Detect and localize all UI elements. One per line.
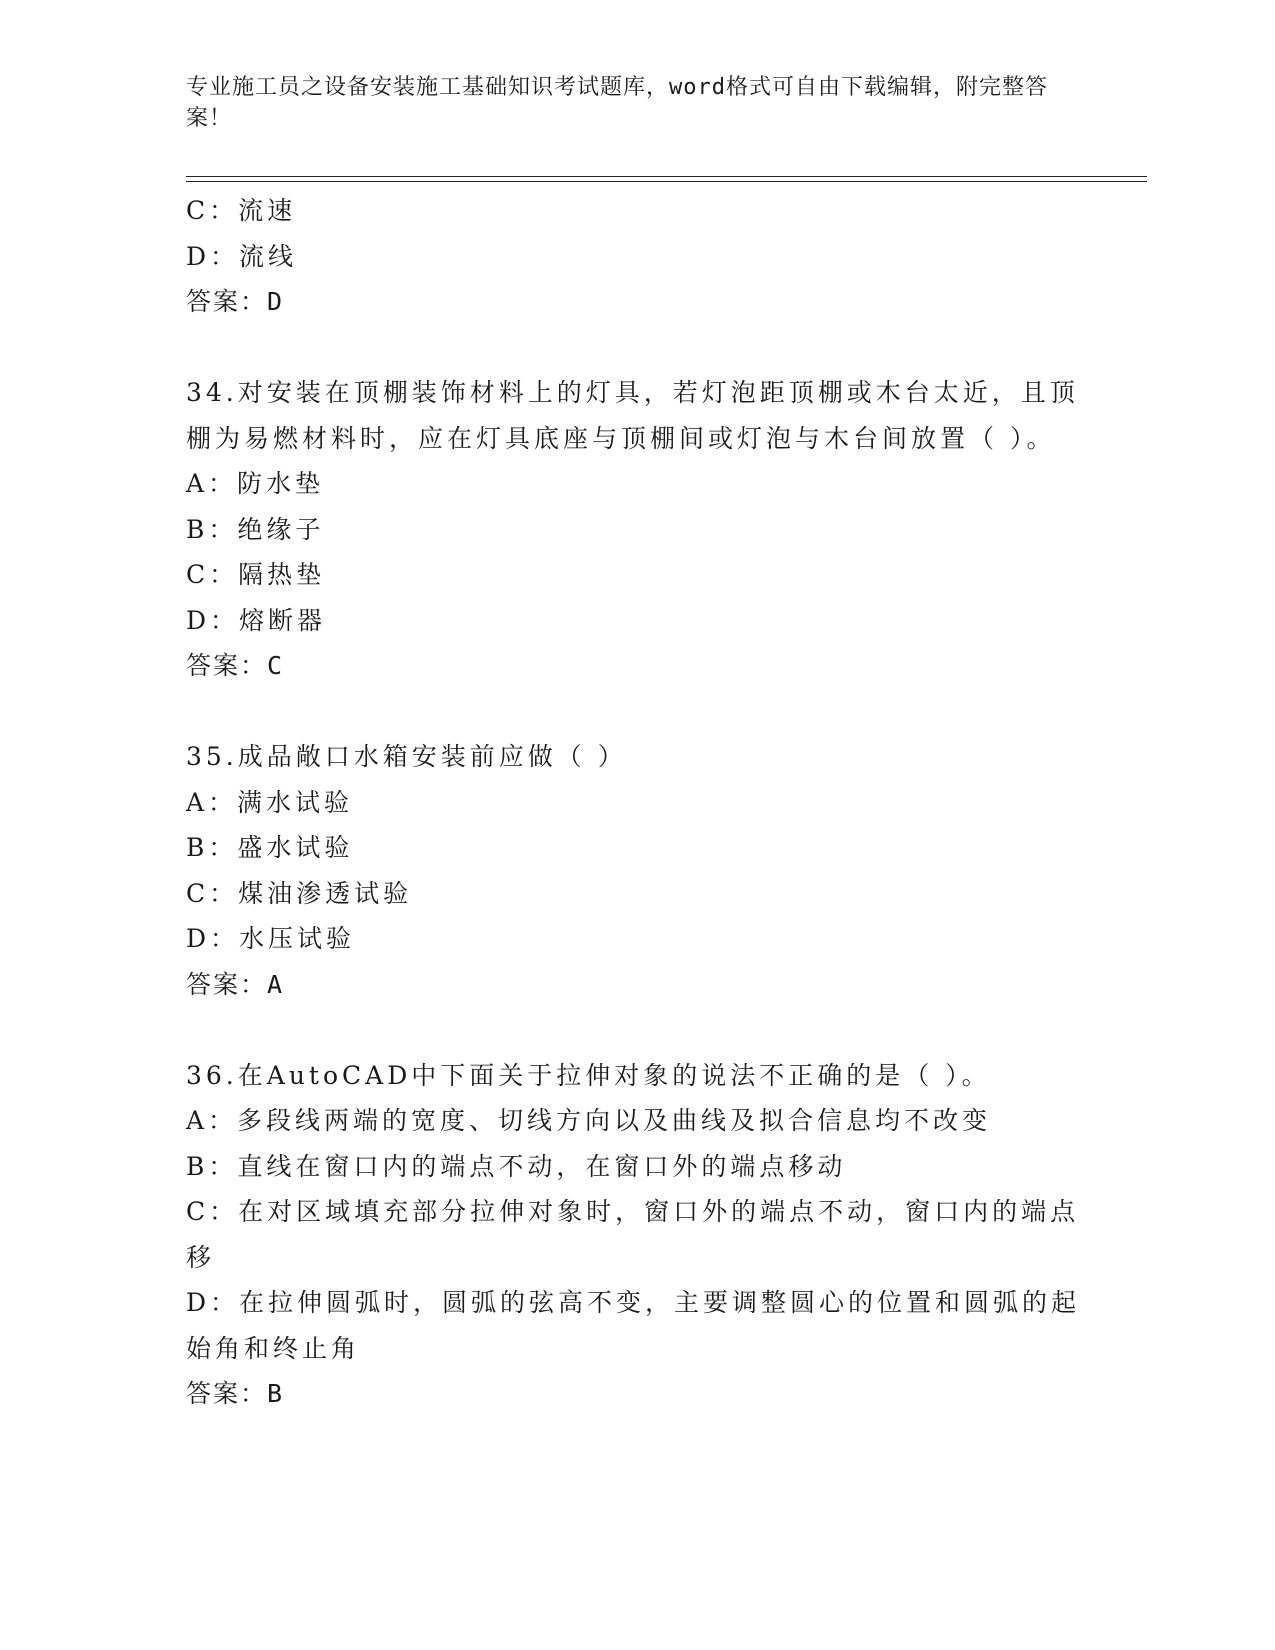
answer-value: C [267, 651, 285, 680]
answer-value: B [267, 1379, 285, 1408]
option-c: C：煤油渗透试验 [186, 878, 413, 908]
option-c: C：流速 [186, 196, 297, 225]
answer-line [186, 962, 1086, 1008]
spacer [186, 689, 1086, 735]
answer-line [186, 1371, 1086, 1417]
option-c: C：在对区域填充部分拉伸对象时，窗口外的端点不动，窗口内的端点 [186, 1197, 1080, 1226]
answer-label: 答案： [186, 1379, 268, 1408]
question-34 [186, 370, 1086, 689]
answer-value: D [267, 287, 285, 316]
answer-label: 答案： [186, 651, 268, 680]
question-stem-line: 36.在AutoCAD中下面关于拉伸对象的说法不正确的是（ ）。 [186, 1060, 991, 1090]
page-header: 专业施工员之设备安装施工基础知识考试题库，word格式可自由下载编辑，附完整答案！ [186, 75, 1048, 131]
option-c-continued: 移 [186, 1242, 216, 1272]
spacer [186, 325, 1086, 371]
answer-line [186, 279, 1086, 325]
question-partial [186, 188, 1086, 325]
question-stem-line: 34.对安装在顶棚装饰材料上的灯具，若灯泡距顶棚或木台太近，且顶 [186, 378, 1079, 407]
spacer [186, 1007, 1086, 1053]
option-a: A：防水垫 [186, 469, 325, 498]
question-stem-line: 35.成品敞口水箱安装前应做（ ） [186, 742, 627, 771]
option-d: D：在拉伸圆弧时，圆弧的弦高不变，主要调整圆心的位置和圆弧的起 [186, 1288, 1081, 1317]
option-c: C：隔热垫 [186, 560, 326, 589]
header-rule-bottom [186, 181, 1147, 182]
option-b: B：盛水试验 [186, 833, 354, 862]
option-d: D：流线 [186, 241, 298, 271]
question-36 [186, 1053, 1086, 1417]
option-d: D：水压试验 [186, 924, 356, 953]
option-d: D：熔断器 [186, 605, 327, 635]
option-a: A：多段线两端的宽度、切线方向以及曲线及拟合信息均不改变 [186, 1106, 992, 1135]
option-b: B：直线在窗口内的端点不动，在窗口外的端点移动 [186, 1151, 847, 1181]
answer-value: A [267, 969, 285, 999]
answer-label: 答案： [186, 969, 268, 999]
answer-line [186, 643, 1086, 689]
question-list [186, 188, 1086, 1417]
question-35 [186, 734, 1086, 1007]
header-rule-top [186, 176, 1147, 177]
option-b: B：绝缘子 [186, 514, 325, 544]
option-d-continued: 始角和终止角 [186, 1333, 361, 1363]
question-stem-line: 棚为易燃材料时，应在灯具底座与顶棚间或灯泡与木台间放置（ ）。 [186, 423, 1056, 453]
option-a: A：满水试验 [186, 787, 354, 817]
answer-label: 答案： [186, 287, 268, 316]
